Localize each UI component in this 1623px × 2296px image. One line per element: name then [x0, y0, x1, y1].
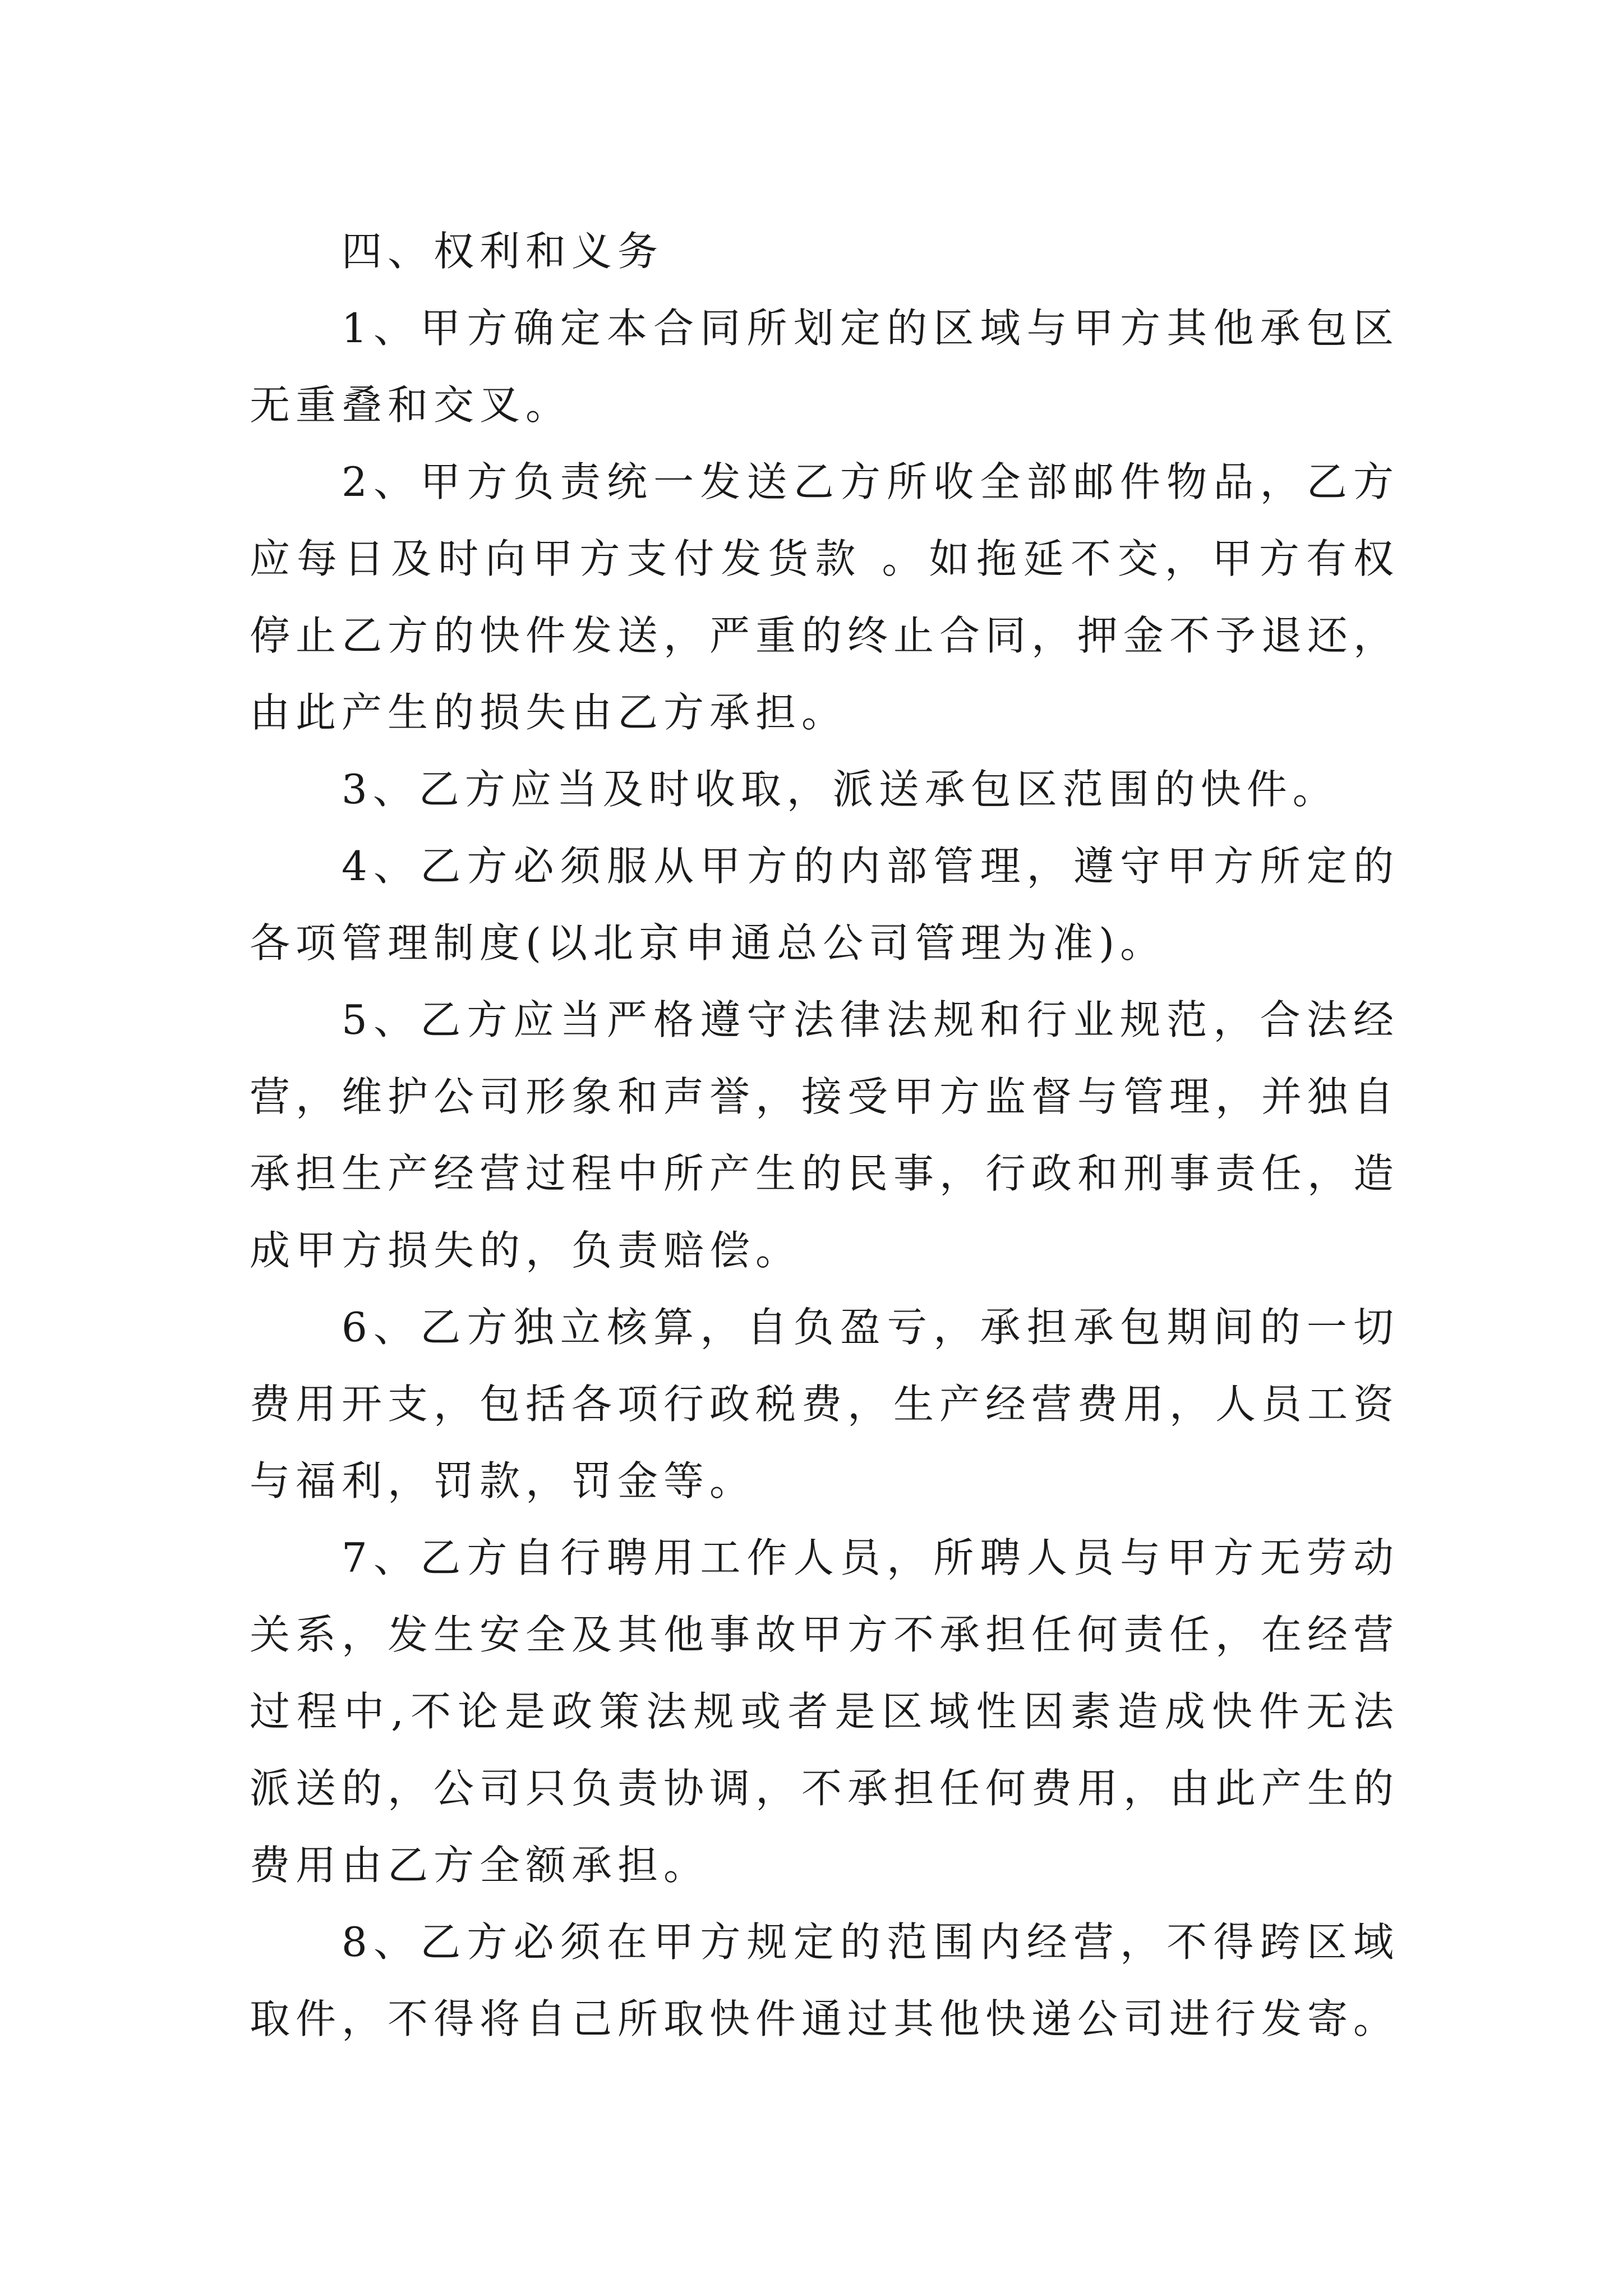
clause-8: 8、乙方必须在甲方规定的范围内经营，不得跨区域取件，不得将自己所取快件通过其他快递公司进行发寄。	[250, 1918, 1400, 2042]
contract-body	[250, 213, 1399, 2058]
clause-5: 5、乙方应当严格遵守法律法规和行业规范，合法经营，维护公司形象和声誉，接受甲方监督与管理，并独自承担生产经营过程中所产生的民事，行政和刑事责任，造成甲方损失的，负责赔偿。	[250, 996, 1400, 1274]
clause-3: 3、乙方应当及时收取，派送承包区范围的快件。	[342, 766, 1339, 813]
clause-4: 4、乙方必须服从甲方的内部管理，遵守甲方所定的各项管理制度(以北京申通总公司管理为准)。	[250, 843, 1399, 967]
clause-6: 6、乙方独立核算，自负盈亏，承担承包期间的一切费用开支，包括各项行政税费，生产经营费用，人员工资与福利，罚款，罚金等。	[250, 1304, 1400, 1504]
clause-2: 2、甲方负责统一发送乙方所收全部邮件物品，乙方应每日及时向甲方支付发货款 。如拖延不交，甲方有权停止乙方的快件发送，严重的终止合同，押金不予退还，由此产生的损失由乙方承担。	[250, 458, 1400, 736]
clause-7: 7、乙方自行聘用工作人员，所聘人员与甲方无劳动关系，发生安全及其他事故甲方不承担任何责任，在经营过程中,不论是政策法规或者是区域性因素造成快件无法派送的，公司只负责协调，不承担任何费用，由此产生的费用由乙方全额承担。	[250, 1534, 1400, 1889]
clause-1: 1、甲方确定本合同所划定的区域与甲方其他承包区无重叠和交叉。	[250, 305, 1399, 429]
section-heading: 四、权利和义务	[342, 228, 664, 275]
